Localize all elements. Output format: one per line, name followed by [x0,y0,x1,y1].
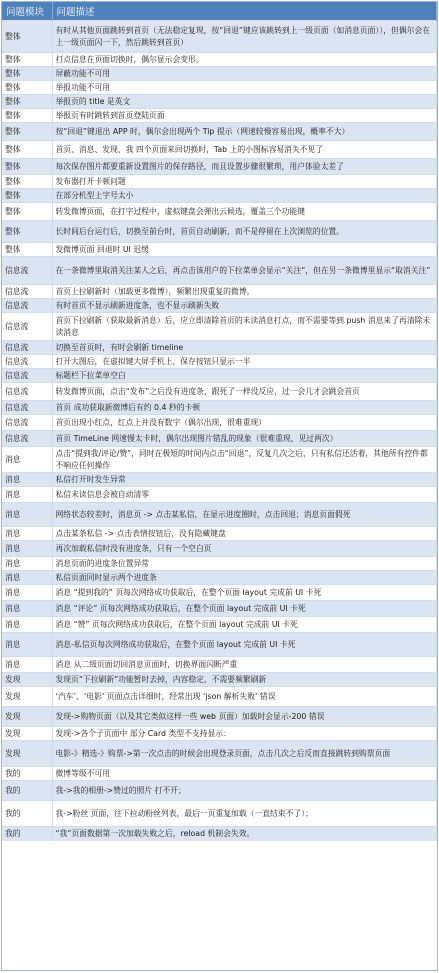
cell-module: 发现 [2,673,52,687]
cell-module: 整体 [2,189,52,203]
table-row [2,557,437,571]
cell-description: 有时从其他页面跳转到首页（无法稳定复现，按“回退”键应该跳转到上一级页面（如消息页面）），但偶尔会在上一级页面闪一下，然后跳转到首页） [52,21,437,53]
table-row [2,141,437,159]
cell-description: 发现->购物页面（以及其它类似这样一些 web 页面）加载时会显示-200 错误 [52,707,437,727]
cell-description: 消息 “赞” 页每次网络成功获取后，在整个页面 layout 完成前 UI 卡死 [52,617,437,633]
cell-description: 举报页的 title 是英文 [52,95,437,109]
table-row [2,175,437,189]
cell-description: 首页上拉刷新时（加载更多微博），频繁出现重复的微博。 [52,285,437,299]
cell-module: 信息流 [2,299,52,313]
cell-module: 信息流 [2,341,52,355]
cell-description: 发现->各个子页面中 部分 Card 类型不支持显示： [52,727,437,741]
cell-module: 信息流 [2,369,52,383]
cell-module: 消息 [2,447,52,473]
cell-module: 消息 [2,657,52,673]
cell-description: 消息 “评论” 页每次网络成功获取后，在整个页面 layout 完成前 UI 卡死 [52,601,437,617]
cell-description: 屏蔽功能不可用 [52,67,437,81]
table-row [2,415,437,431]
cell-module: 消息 [2,557,52,571]
cell-description: 电影-》精选-》购票->第一次点击的时候会出现登录页面，点击几次之后反而直接跳转到购票页面 [52,741,437,767]
table-row [2,617,437,633]
cell-description: 消息-私信页每次网络成功获取后，在整个页面 layout 完成前 UI 卡死 [52,633,437,657]
cell-description: 举报页有时跳转到首页登陆页面 [52,109,437,123]
cell-description: 发现页“下拉刷新”功能暂时去掉，内容稳定，不需要频繁刷新 [52,673,437,687]
cell-module: 我的 [2,827,52,841]
table-row [2,243,437,257]
cell-module: 信息流 [2,431,52,447]
cell-description: 在一条微博里取消关注某人之后，再点击该用户的下拉菜单会显示“关注”，但在另一条微博里显示“取消关注” [52,257,437,285]
cell-description: 首页下拉刷新（获取最新消息）后，应立即清除首页的未读消息打点，而不需要等到 push 消息来了再清除未读消息 [52,313,437,341]
table-row [2,473,437,487]
table-row [2,221,437,243]
cell-description: 微博等级不可用 [52,767,437,781]
cell-module: 信息流 [2,415,52,431]
cell-module: 整体 [2,81,52,95]
cell-module: 消息 [2,503,52,527]
cell-module: 消息 [2,617,52,633]
cell-module: 消息 [2,487,52,503]
table-row [2,541,437,557]
cell-module: 整体 [2,159,52,175]
cell-description: 转发微博页面，点击“发布”之后没有进度条，跟死了一样没反应，过一会儿才会跳会首页 [52,383,437,401]
table-row [2,767,437,781]
table-row [2,727,437,741]
table-row [2,741,437,767]
cell-module: 整体 [2,221,52,243]
table-row [2,341,437,355]
table-row [2,431,437,447]
table-row [2,633,437,657]
table-row [2,285,437,299]
table-row [2,203,437,221]
table-row [2,355,437,369]
cell-module: 整体 [2,67,52,81]
cell-description: 首页 成功获取新微博后有约 0.4 秒的卡顿 [52,401,437,415]
table-row [2,827,437,841]
cell-description: 消息 从二级页面切回消息页面时，切换界面闪断严重 [52,657,437,673]
cell-description: 首页 TimeLine 网速慢太卡时，偶尔出现图片错乱的现象（很难重现，见过两次） [52,431,437,447]
cell-module: 消息 [2,585,52,601]
cell-module: 整体 [2,175,52,189]
table-row [2,109,437,123]
table-row [2,369,437,383]
table-row [2,487,437,503]
table-row [2,673,437,687]
cell-module: 我的 [2,767,52,781]
cell-module: 整体 [2,109,52,123]
cell-description: 首页、消息、发现、我 四个页面来回切换时，Tab 上的小图标容易消失不见了 [52,141,437,159]
cell-module: 发现 [2,707,52,727]
table-row [2,503,437,527]
table-row [2,189,437,203]
cell-module: 信息流 [2,285,52,299]
cell-description: 转发微博页面，在打字过程中，虚拟键盘会弹出云候选，覆盖三个功能键 [52,203,437,221]
header-description: 问题描述 [52,2,437,21]
table-row [2,781,437,801]
cell-module: 整体 [2,21,52,53]
cell-module: 发现 [2,741,52,767]
cell-description: 点击“提到我/评论/赞”，同时在极短的时间内点击“回退”，反复几次之后，只有私信还活着，其他所有控件都不响应任何操作 [52,447,437,473]
cell-description: 切换至首页时，有时会刷新 timeline [52,341,437,355]
table-row [2,313,437,341]
cell-description: 发布器打开卡顿问题 [52,175,437,189]
cell-module: 信息流 [2,313,52,341]
cell-module: 信息流 [2,257,52,285]
cell-description: 消息 “提到我的” 页每次网络成功获取后，在整个页面 layout 完成前 UI 卡死 [52,585,437,601]
cell-description: 私信打开时发生异常 [52,473,437,487]
cell-description: 发微博页面 回退时 UI 迟缓 [52,243,437,257]
table-row [2,687,437,707]
cell-description: 私信未读信息会被自动清零 [52,487,437,503]
cell-module: 信息流 [2,355,52,369]
cell-module: 消息 [2,527,52,541]
table-row [2,801,437,827]
cell-module: 整体 [2,141,52,159]
table-row [2,401,437,415]
cell-module: 整体 [2,203,52,221]
table-row [2,585,437,601]
issue-table-container [1,1,438,971]
cell-description: 打开大图后，在虚拟键大屏手机上，保存按钮只显示一半 [52,355,437,369]
cell-description: 首页出现小红点，红点上并没有数字（偶尔出现，很难重现） [52,415,437,431]
cell-description: 长时间后台运行后，切换至前台时，首页自动刷新，而不是停留在上次浏览的位置。 [52,221,437,243]
cell-description: 在部分机型上字号太小 [52,189,437,203]
cell-module: 发现 [2,727,52,741]
cell-description: 打点信息在页面切换时，偶尔显示会变形。 [52,53,437,67]
cell-module: 信息流 [2,383,52,401]
cell-description: 每次保存图片都要重新设置图片的保存路径，而且设置步骤很繁琐，用户体验太差了 [52,159,437,175]
table-row [2,657,437,673]
cell-module: 整体 [2,95,52,109]
cell-module: 消息 [2,633,52,657]
cell-module: 整体 [2,53,52,67]
header-module: 问题模块 [2,2,52,21]
table-row [2,159,437,175]
table-header-row [2,2,437,21]
cell-module: 消息 [2,601,52,617]
cell-description: 我->我的相册->赞过的照片 打不开； [52,781,437,801]
cell-description: 有时首页不显示刷新进度条，也不显示刷新失败 [52,299,437,313]
cell-description: 私信页面同时显示两个进度条 [52,571,437,585]
cell-module: 整体 [2,243,52,257]
cell-description: “我”页面数据第一次加载失败之后，reload 机制会失效。 [52,827,437,841]
table-row [2,447,437,473]
table-row [2,21,437,53]
table-row [2,95,437,109]
cell-module: 消息 [2,473,52,487]
table-row [2,299,437,313]
table-row [2,53,437,67]
cell-module: 发现 [2,687,52,707]
table-row [2,571,437,585]
cell-module: 整体 [2,123,52,141]
table-row [2,601,437,617]
cell-description: 消息页面的进度条位置异常 [52,557,437,571]
cell-module: 信息流 [2,401,52,415]
cell-module: 消息 [2,571,52,585]
table-row [2,123,437,141]
issue-table [2,2,437,841]
cell-description: 再次加载私信时没有进度条，只有一个空白页 [52,541,437,557]
cell-description: 标题栏下拉菜单空白 [52,369,437,383]
table-body [2,21,437,841]
cell-description: 举报功能不可用 [52,81,437,95]
table-row [2,81,437,95]
cell-description: 按“回退”键退出 APP 时，偶尔会出现两个 Tip 提示（网速较慢容易出现，概率不大） [52,123,437,141]
cell-description: 点击某条私信 -> 点击表情按钮后，没有隐藏键盘 [52,527,437,541]
cell-description: 我->粉丝 页面，往下拉动粉丝列表，最后一页重复加载（一直结束不了）； [52,801,437,827]
cell-description: ‘汽车’、‘电影’ 页面点击详细时，经常出现 ‘json 解析失败’ 错误 [52,687,437,707]
table-row [2,707,437,727]
table-row [2,67,437,81]
table-row [2,527,437,541]
cell-description: 网络状态较差时，消息页 -> 点击某私信，在显示进度圈时，点击回退；消息页面假死 [52,503,437,527]
cell-module: 消息 [2,541,52,557]
cell-module: 我的 [2,801,52,827]
cell-module: 我的 [2,781,52,801]
table-row [2,257,437,285]
table-row [2,383,437,401]
